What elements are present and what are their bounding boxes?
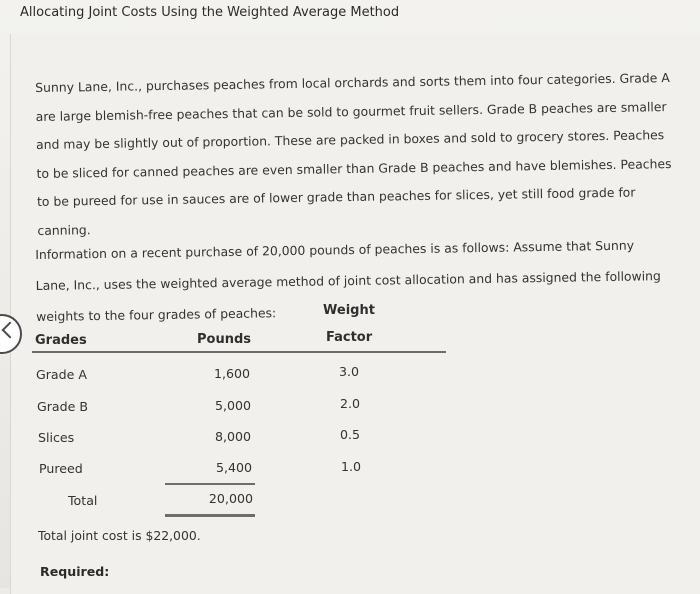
- intro-paragraph: [35, 64, 700, 246]
- row-grade: Grade B: [37, 399, 89, 414]
- total-pounds: 20,000: [208, 491, 253, 506]
- header-grades: Grades: [35, 333, 87, 348]
- paragraph-line: to be pureed for use in sauces are of lower grade than peaches for slices, yet still food grade for: [36, 184, 636, 210]
- row-pounds: 5,400: [215, 460, 252, 475]
- paragraph-line: Lane, Inc., uses the weighted average method of joint cost allocation and has assigned the following: [35, 268, 661, 293]
- total-rule: [165, 514, 255, 517]
- row-weight: 2.0: [340, 396, 361, 411]
- page-title: Allocating Joint Costs Using the Weighted Average Method: [20, 5, 400, 20]
- paragraph-line: are large blemish-free peaches that can be sold to gourmet fruit sellers. Grade B peaches are smaller: [35, 98, 667, 124]
- row-weight: 3.0: [339, 364, 360, 379]
- row-pounds: 5,000: [214, 398, 251, 413]
- total-label: Total: [68, 493, 98, 508]
- header-weight: Weight: [323, 303, 375, 318]
- row-weight: 1.0: [341, 459, 362, 474]
- header-rule: [32, 351, 446, 353]
- peach-grades-table: [0, 300, 460, 530]
- paragraph-line: to be sliced for canned peaches are even smaller than Grade B peaches and have blemishes. Peaches: [36, 155, 672, 181]
- row-pounds: 8,000: [214, 429, 251, 444]
- paragraph-line: weights to the four grades of peaches:: [36, 305, 277, 324]
- subtotal-rule: [165, 483, 255, 485]
- header-factor: Factor: [326, 330, 373, 345]
- header-pounds: Pounds: [197, 332, 252, 347]
- paragraph-line: Information on a recent purchase of 20,000 pounds of peaches is as follows: Assume that Sunny: [35, 237, 635, 262]
- row-grade: Grade A: [36, 367, 88, 382]
- paragraph-line: and may be slightly out of proportion. These are packed in boxes and sold to grocery stores. Peaches: [35, 127, 665, 153]
- row-grade: Slices: [38, 430, 75, 445]
- paragraph-line: canning.: [37, 222, 91, 238]
- row-grade: Pureed: [39, 461, 83, 476]
- row-weight: 0.5: [340, 427, 361, 442]
- joint-cost-text: Total joint cost is $22,000.: [38, 528, 201, 543]
- paragraph-line: Sunny Lane, Inc., purchases peaches from local orchards and sorts them into four categories. Grade A: [35, 70, 670, 95]
- required-label: Required:: [40, 564, 110, 579]
- row-pounds: 1,600: [213, 366, 250, 381]
